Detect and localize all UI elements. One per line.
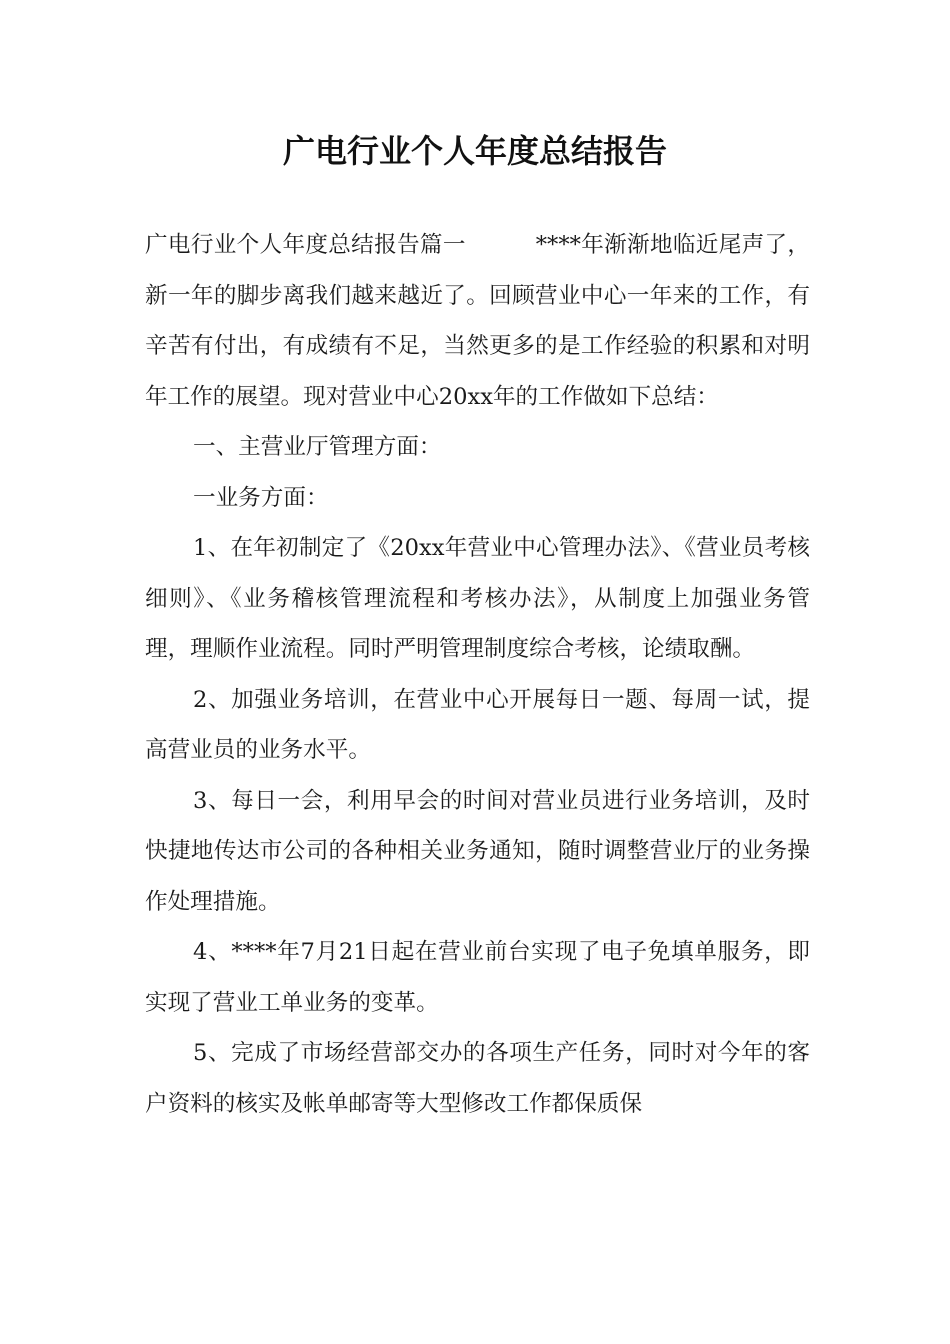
section-heading: 一、主营业厅管理方面： xyxy=(193,434,442,460)
list-item-2: 2、加强业务培训，在营业中心开展每日一题、每周一试，提高营业员的业务水平。 xyxy=(145,686,810,763)
list-item-5: 5、完成了市场经营部交办的各项生产任务，同时对今年的客户资料的核实及帐单邮寄等大型修改工作都保质保 xyxy=(145,1040,810,1117)
list-item-1: 1、在年初制定了《20xx年营业中心管理办法》、《营业员考核细则》、《业务稽核管理流程和考核办法》，从制度上加强业务管理，理顺作业流程。同时严明管理制度综合考核，论绩取酬。 xyxy=(145,535,810,662)
document-body xyxy=(145,220,810,1129)
list-item-3: 3、每日一会，利用早会的时间对营业员进行业务培训，及时快捷地传达市公司的各种相关业务通知，随时调整营业厅的业务操作处理措施。 xyxy=(145,787,810,915)
subsection-heading: 一业务方面： xyxy=(193,484,329,511)
intro-heading: 广电行业个人年度总结报告篇一 xyxy=(145,232,466,258)
intro-text: ****年渐渐地临近尾声了，新一年的脚步离我们越来越近了。回顾营业中心一年来的工作，有辛苦有付出，有成绩有不足，当然更多的是工作经验的积累和对明年工作的展望。现对营业中心20xx年的工作做如下总结： xyxy=(145,232,811,410)
page-title: 广电行业个人年度总结报告 xyxy=(282,132,667,170)
list-item-4: 4、****年7月21日起在营业前台实现了电子免填单服务，即实现了营业工单业务的变革。 xyxy=(145,939,810,1016)
intro-paragraph xyxy=(145,220,810,422)
